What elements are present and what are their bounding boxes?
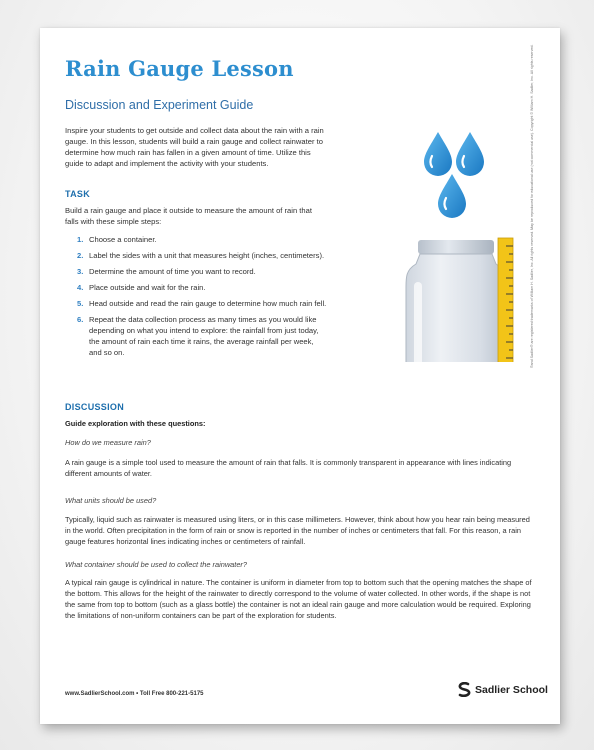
step-text: Choose a container.: [89, 235, 157, 244]
answer-1: A rain gauge is a simple tool used to measure the amount of rain that falls. It is commonly transparent in appearance with lines indicating different amounts of water.: [65, 458, 512, 478]
jar-icon: [406, 240, 506, 362]
task-steps: [77, 234, 327, 363]
step-text: Determine the amount of time you want to record.: [89, 267, 256, 276]
question-3: What container should be used to collect the rainwater?: [65, 560, 247, 569]
step-number: 5.: [77, 299, 84, 308]
raindrop-icon: [438, 174, 466, 218]
sadlier-logo-icon: [458, 682, 471, 697]
ruler-icon: [498, 238, 513, 362]
step-number: 6.: [77, 315, 84, 324]
step-text: Repeat the data collection process as many times as you would like depending on what you intend to explore: the rainfall from just today, the amount of rain each time it rains, the average rainfall per week, and so on.: [89, 315, 319, 357]
step-number: 4.: [77, 283, 84, 292]
answer-3: A typical rain gauge is cylindrical in nature. The container is uniform in diameter from top to bottom such that the opening matches the shape of the bottom. This allows for the height of the rainwater to directly correspond to the volume of water collected. In other words, if the shape is not the same from top to bottom (such as a glass bottle) the container is not an ideal rain gauge and more calculation would be required. Exploring the limitations of non-uniform containers can be part of the exploration for students.: [65, 578, 532, 620]
discussion-guide: Guide exploration with these questions:: [65, 419, 206, 428]
list-item: [77, 282, 327, 293]
brand-name: Sadlier School: [475, 683, 548, 696]
step-number: 1.: [77, 235, 84, 244]
list-item: [77, 314, 327, 358]
step-number: 3.: [77, 267, 84, 276]
worksheet-page: [40, 28, 560, 724]
step-text: Head outside and read the rain gauge to determine how much rain fell.: [89, 299, 327, 308]
task-intro: Build a rain gauge and place it outside to measure the amount of rain that falls with these simple steps:: [65, 206, 312, 226]
answer-2: Typically, liquid such as rainwater is measured using liters, or in this case millimeters. However, think about how you hear rain being measured in the world. Often precipitation in the form of rain or snow is reported in the number of inches or centimeters that fall. For this reason, a rain gauge features horizontal lines indicating inches or centimeters of rainfall.: [65, 515, 530, 546]
step-text: Label the sides with a unit that measures height (inches, centimeters).: [89, 251, 325, 260]
footer-contact: www.SadlierSchool.com • Toll Free 800-221-5175: [65, 691, 204, 697]
step-text: Place outside and wait for the rain.: [89, 283, 206, 292]
question-1: How do we measure rain?: [65, 438, 151, 447]
copyright-side-text: ®and Sadlier® are registered trademarks of William H. Sadlier, Inc. All rights reserved. May be reproduced for educational use (not commercial use). Copyright © William H. Sadlier, Inc. All rights reserved.: [530, 44, 534, 368]
task-heading: TASK: [65, 189, 91, 199]
rain-gauge-illustration: [340, 112, 530, 362]
page-subtitle: Discussion and Experiment Guide: [65, 98, 254, 112]
page-title: Rain Gauge Lesson: [65, 56, 294, 81]
discussion-heading: DISCUSSION: [65, 402, 125, 412]
list-item: [77, 266, 327, 277]
list-item: [77, 298, 327, 309]
list-item: [77, 250, 327, 261]
raindrop-icon: [456, 132, 484, 176]
raindrop-icon: [424, 132, 452, 176]
brand-logo: [458, 682, 548, 697]
question-2: What units should be used?: [65, 496, 157, 505]
list-item: [77, 234, 327, 245]
intro-paragraph: Inspire your students to get outside and collect data about the rain with a rain gauge. In this lesson, students will build a rain gauge and collect rainwater to determine how much rain has fallen in a given amount of time. Utilize this guide to adapt and implement the activity with your students.: [65, 126, 324, 168]
step-number: 2.: [77, 251, 84, 260]
